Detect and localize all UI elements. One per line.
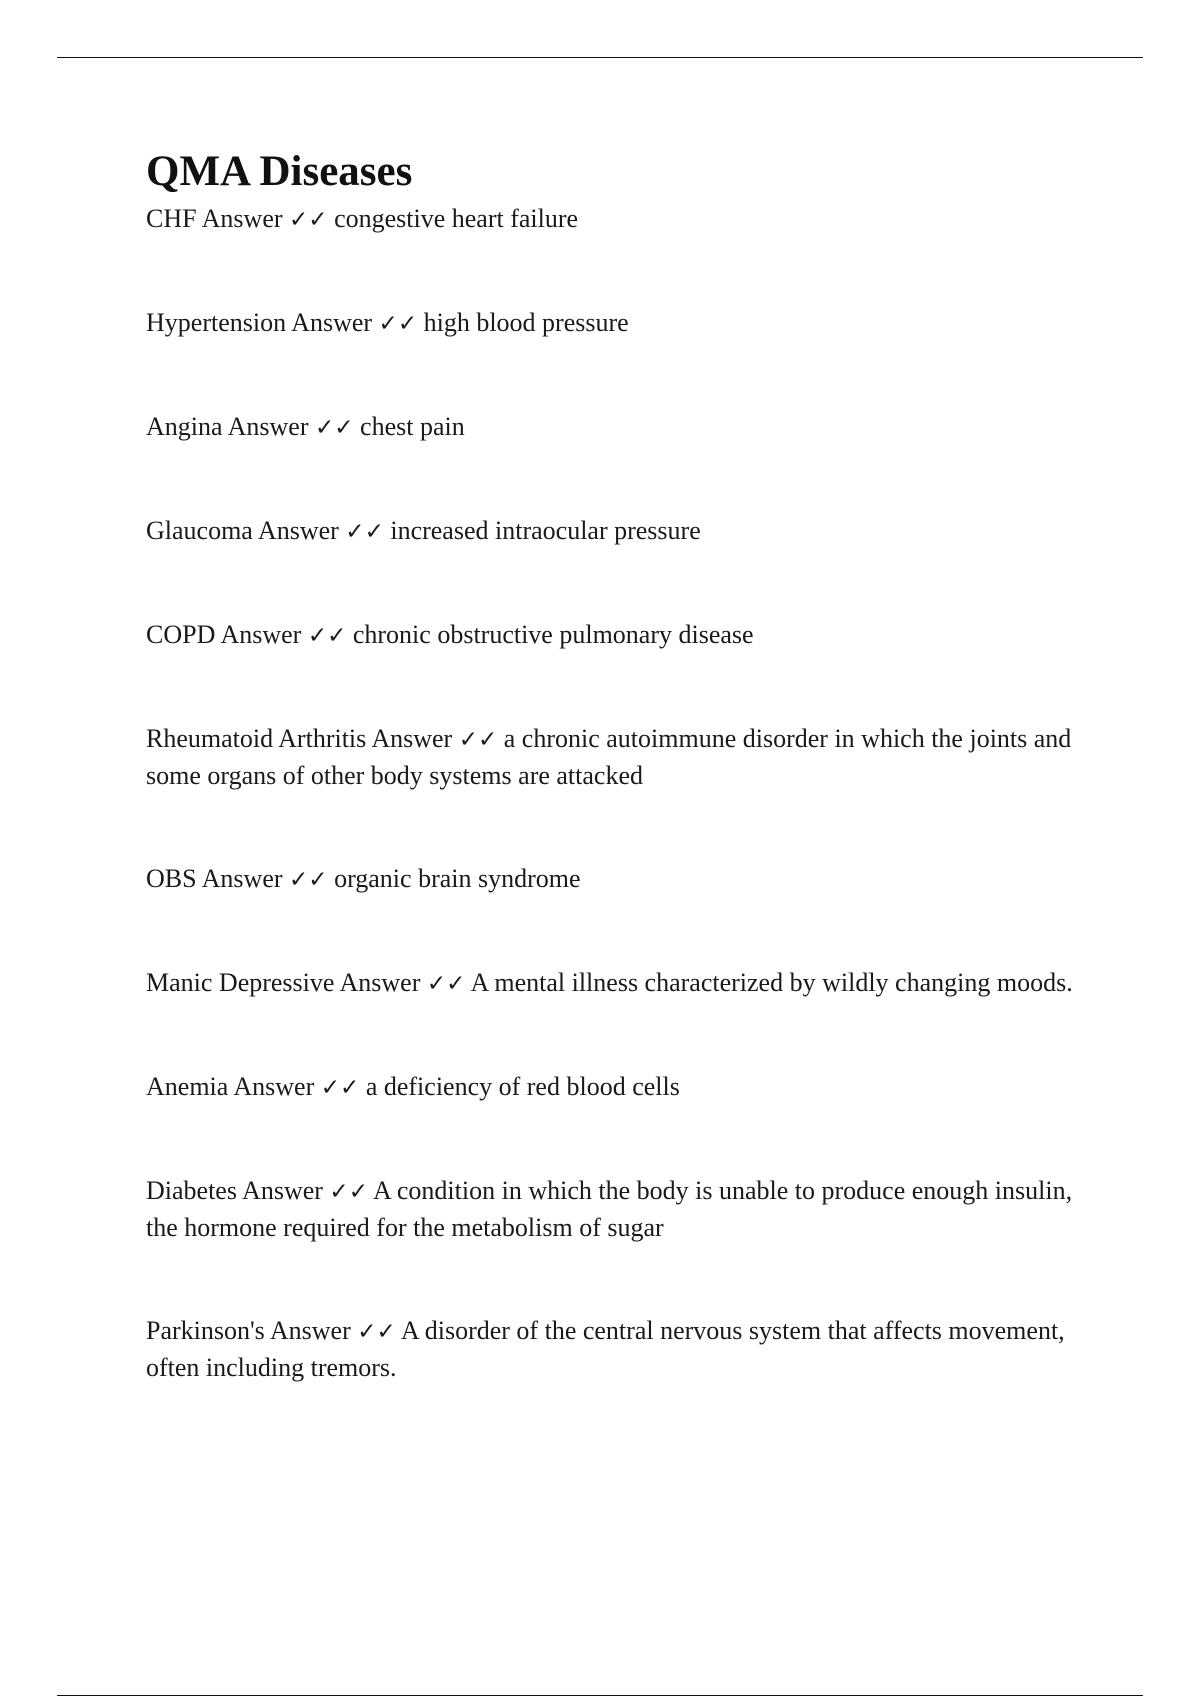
- top-rule: [57, 57, 1143, 58]
- term: Manic Depressive: [146, 968, 335, 997]
- list-item: [146, 1313, 1086, 1386]
- list-item: [146, 305, 1086, 342]
- term: Angina: [146, 412, 223, 441]
- answer-marker: Answer: [220, 620, 302, 649]
- check-marks-icon: ✓✓: [315, 415, 354, 441]
- document-body: [146, 143, 1086, 1453]
- answer-marker: Answer: [291, 308, 373, 337]
- check-marks-icon: ✓✓: [329, 1179, 368, 1205]
- definition: organic brain syndrome: [334, 864, 581, 893]
- answer-marker: Answer: [227, 412, 309, 441]
- answer-marker: Answer: [233, 1072, 315, 1101]
- definition: increased intraocular pressure: [390, 516, 701, 545]
- list-item: [146, 201, 1086, 238]
- list-item: [146, 1173, 1086, 1246]
- check-marks-icon: ✓✓: [426, 971, 466, 997]
- definition: a chronic autoimmune disorder in which the joints and some organs of other body systems are attacked: [146, 724, 1072, 790]
- check-marks-icon: ✓✓: [289, 867, 328, 893]
- answer-marker: Answer: [201, 204, 283, 233]
- check-marks-icon: ✓✓: [289, 207, 328, 233]
- definition: congestive heart failure: [334, 204, 579, 233]
- term: OBS: [146, 864, 197, 893]
- answer-marker: Answer: [257, 516, 339, 545]
- definition: A disorder of the central nervous system that affects movement, often including tremors.: [146, 1316, 1065, 1382]
- answer-marker: Answer: [371, 724, 453, 753]
- term: Rheumatoid Arthritis: [146, 724, 367, 753]
- term: COPD: [146, 620, 216, 649]
- answer-marker: Answer: [339, 968, 421, 997]
- term: Anemia: [146, 1072, 229, 1101]
- bottom-rule: [57, 1695, 1143, 1696]
- list-item: [146, 617, 1086, 654]
- list-item: [146, 861, 1086, 898]
- page-title: QMA Diseases: [146, 148, 413, 195]
- answer-marker: Answer: [201, 864, 283, 893]
- check-marks-icon: ✓✓: [378, 311, 418, 337]
- term: Hypertension: [146, 308, 287, 337]
- definition: chronic obstructive pulmonary disease: [352, 620, 754, 649]
- check-marks-icon: ✓✓: [345, 519, 384, 545]
- answer-marker: Answer: [242, 1176, 323, 1205]
- definition: high blood pressure: [423, 308, 629, 337]
- check-marks-icon: ✓✓: [357, 1319, 396, 1345]
- term: Parkinson's: [146, 1316, 265, 1345]
- answer-marker: Answer: [269, 1316, 351, 1345]
- check-marks-icon: ✓✓: [307, 623, 347, 649]
- list-item: [146, 721, 1086, 794]
- check-marks-icon: ✓✓: [458, 727, 498, 753]
- check-marks-icon: ✓✓: [320, 1075, 360, 1101]
- definition: A mental illness characterized by wildly changing moods.: [470, 968, 1073, 997]
- list-item: [146, 513, 1086, 550]
- list-item: [146, 1069, 1086, 1106]
- term: CHF: [146, 204, 197, 233]
- term-list: [146, 201, 1086, 1386]
- term: Glaucoma: [146, 516, 253, 545]
- definition: A condition in which the body is unable to produce enough insulin, the hormone required for the metabolism of sugar: [146, 1176, 1073, 1242]
- list-item: [146, 965, 1086, 1002]
- definition: a deficiency of red blood cells: [365, 1072, 680, 1101]
- list-item: [146, 409, 1086, 446]
- term: Diabetes: [146, 1176, 237, 1205]
- definition: chest pain: [360, 412, 465, 441]
